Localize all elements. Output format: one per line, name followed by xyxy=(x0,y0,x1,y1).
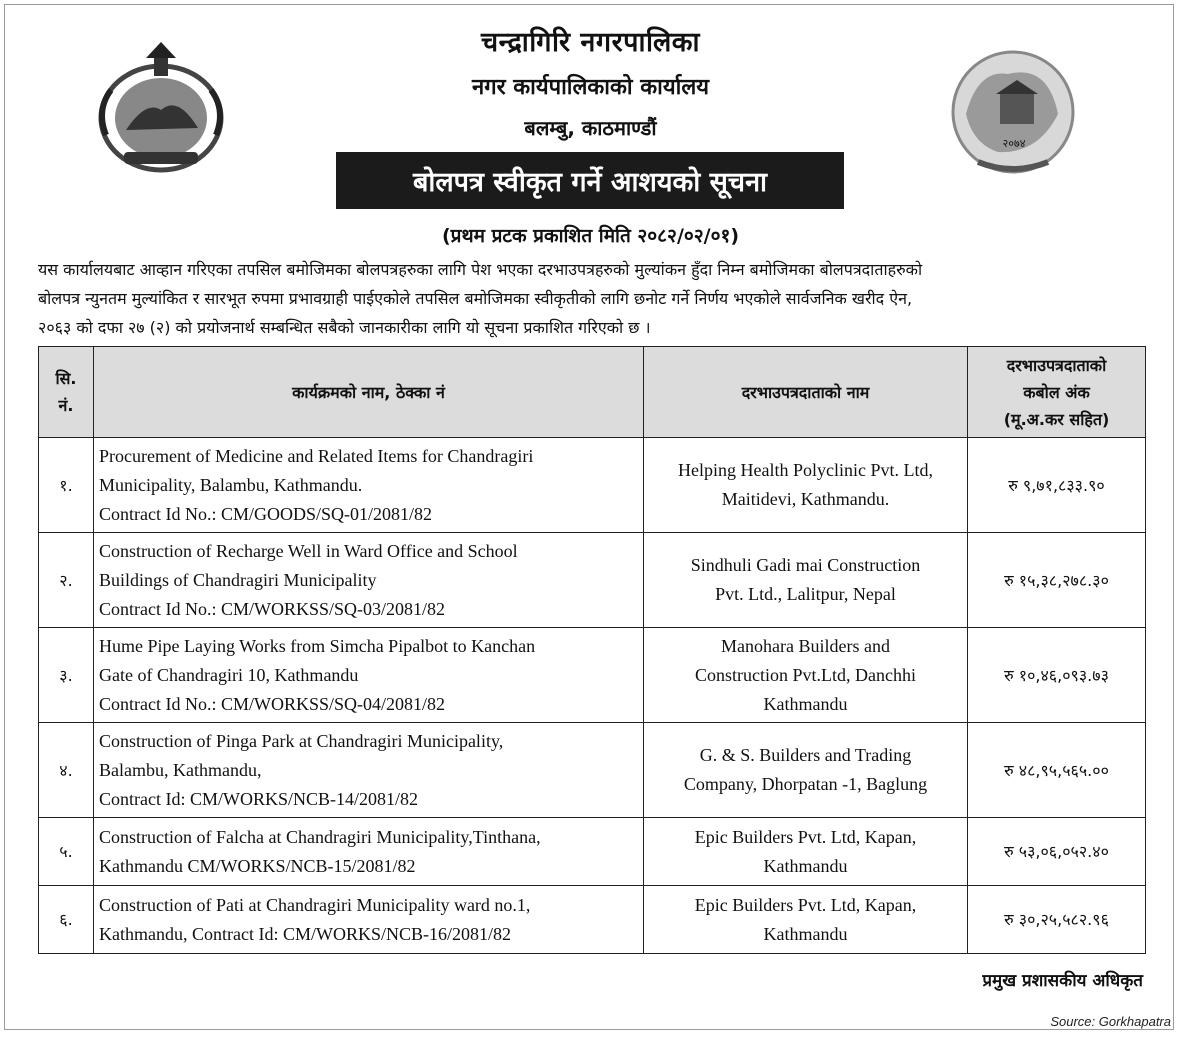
row-program: Procurement of Medicine and Related Items for Chandragiri Municipality, Balambu, Kathmandu. Contract Id No.: CM/GOODS/SQ-01/2081/82 xyxy=(94,438,644,533)
row-program: Construction of Recharge Well in Ward Office and School Buildings of Chandragiri Municipality Contract Id No.: CM/WORKSS/SQ-03/2081/82 xyxy=(94,533,644,628)
office-address: बलम्बु, काठमाण्डौं xyxy=(524,116,657,140)
row-bidder: Epic Builders Pvt. Ltd, Kapan, Kathmandu xyxy=(644,886,968,954)
row-bidder: Sindhuli Gadi mai Construction Pvt. Ltd., Lalitpur, Nepal xyxy=(644,533,968,628)
row-amount: रु ३०,२५,५८२.९६ xyxy=(968,886,1146,954)
table-row xyxy=(39,533,1146,628)
row-amount: रु १०,४६,०९३.७३ xyxy=(968,628,1146,723)
row-program: Construction of Pinga Park at Chandragiri Municipality, Balambu, Kathmandu, Contract Id: CM/WORKS/NCB-14/2081/82 xyxy=(94,723,644,818)
table-row xyxy=(39,886,1146,954)
logo-year: २०७४ xyxy=(1002,137,1026,150)
row-program: Construction of Pati at Chandragiri Municipality ward no.1, Kathmandu, Contract Id: CM/WORKS/NCB-16/2081/82 xyxy=(94,886,644,954)
intro-line: बोलपत्र न्युनतम मुल्यांकित र सारभूत रुपमा प्रभावग्राही पाईएकोले तपसिल बमोजिमका स्वीकृतीको लागि छनोट गर्ने निर्णय भएकोले सार्वजनिक खरीद ऐन, xyxy=(38,289,913,308)
notice-title: बोलपत्र स्वीकृत गर्ने आशयको सूचना xyxy=(336,152,844,209)
source-credit: Source: Gorkhapatra xyxy=(1050,1014,1171,1029)
row-bidder: Helping Health Polyclinic Pvt. Ltd, Maitidevi, Kathmandu. xyxy=(644,438,968,533)
row-amount: रु ५३,०६,०५२.४० xyxy=(968,818,1146,886)
intro-line: २०६३ को दफा २७ (२) को प्रयोजनार्थ सम्बन्धित सबैको जानकारीका लागि यो सूचना प्रकाशित गरिएको छ । xyxy=(38,318,651,337)
col-header-sn: सि. नं. xyxy=(39,347,94,438)
table-row xyxy=(39,723,1146,818)
row-sn: ३. xyxy=(39,628,94,723)
office-name: नगर कार्यपालिकाको कार्यालय xyxy=(472,75,709,100)
row-amount: रु १५,३८,२७८.३० xyxy=(968,533,1146,628)
row-sn: ६. xyxy=(39,886,94,954)
intro-line: यस कार्यालयबाट आव्हान गरिएका तपसिल बमोजिमका बोलपत्रहरुका लागि पेश भएका दरभाउपत्रहरुको मुल्यांकन हुँदा निम्न बमोजिमका बोलपत्रदाताहरुको xyxy=(38,260,923,279)
row-bidder: Manohara Builders and Construction Pvt.Ltd, Danchhi Kathmandu xyxy=(644,628,968,723)
col-header-bidder: दरभाउपत्रदाताको नाम xyxy=(644,347,968,438)
row-sn: २. xyxy=(39,533,94,628)
table-row xyxy=(39,628,1146,723)
table-header-row xyxy=(39,347,1146,438)
col-header-amount: दरभाउपत्रदाताको कबोल अंक (मू.अ.कर सहित) xyxy=(968,347,1146,438)
row-program: Construction of Falcha at Chandragiri Municipality,Tinthana, Kathmandu CM/WORKS/NCB-15/2081/82 xyxy=(94,818,644,886)
row-bidder: Epic Builders Pvt. Ltd, Kapan, Kathmandu xyxy=(644,818,968,886)
signatory: प्रमुख प्रशासकीय अधिकृत xyxy=(982,971,1143,991)
row-sn: ४. xyxy=(39,723,94,818)
bid-table xyxy=(38,346,1146,954)
row-amount: रु ९,७१,८३३.९० xyxy=(968,438,1146,533)
nepal-government-emblem-icon xyxy=(86,40,236,180)
table-row xyxy=(39,818,1146,886)
publish-date: (प्रथम प्रटक प्रकाशित मिति २०८२/०२/०१) xyxy=(441,225,740,247)
row-sn: १. xyxy=(39,438,94,533)
row-sn: ५. xyxy=(39,818,94,886)
municipality-name: चन्द्रागिरि नगरपालिका xyxy=(480,27,701,58)
table-row xyxy=(39,438,1146,533)
col-header-program: कार्यक्रमको नाम, ठेक्का नं xyxy=(94,347,644,438)
row-amount: रु ४८,९५,५६५.०० xyxy=(968,723,1146,818)
row-bidder: G. & S. Builders and Trading Company, Dhorpatan -1, Baglung xyxy=(644,723,968,818)
intro-paragraph xyxy=(38,255,1143,342)
row-program: Hume Pipe Laying Works from Simcha Pipalbot to Kanchan Gate of Chandragiri 10, Kathmandu Contract Id No.: CM/WORKSS/SQ-04/2081/82 xyxy=(94,628,644,723)
